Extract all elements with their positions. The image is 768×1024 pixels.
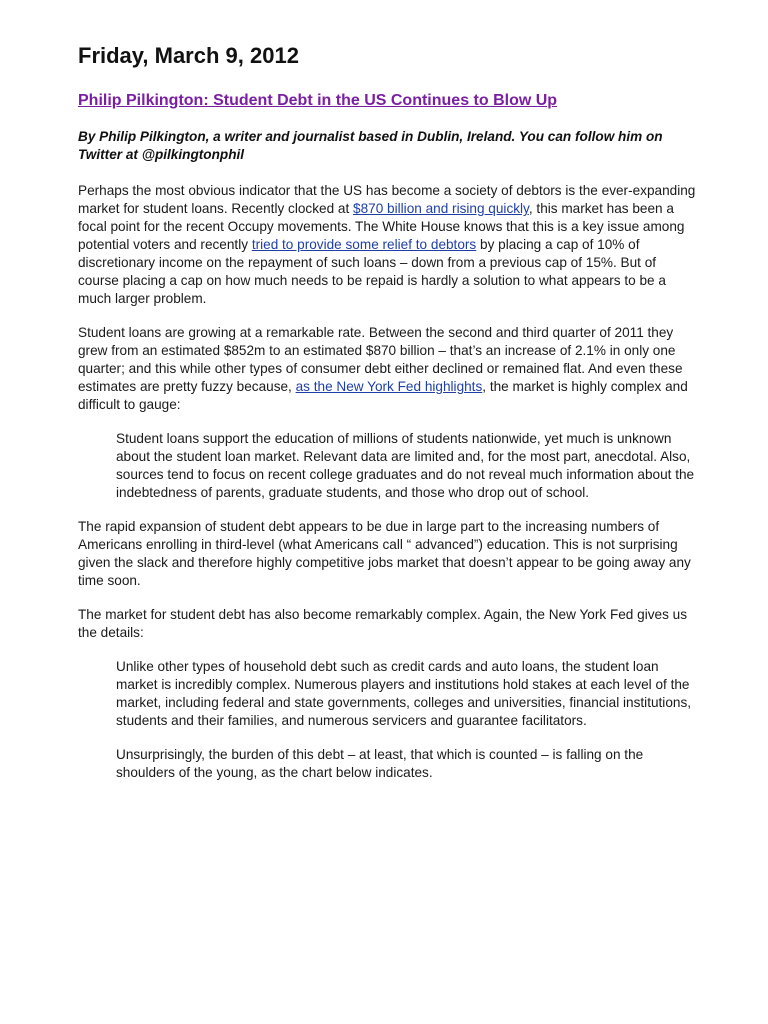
- blockquote-2-paragraph-2: Unsurprisingly, the burden of this debt – at least, that which is counted – is falling on the shoulders of the young, as the chart below indicates.: [116, 747, 644, 780]
- post-title: [78, 90, 696, 112]
- blockquote-2: [116, 658, 696, 782]
- paragraph-4: The market for student debt has also become remarkably complex. Again, the New York Fed gives us the details:: [78, 607, 688, 640]
- paragraph-2-text-b: , the market is highly complex and difficult to gauge:: [78, 379, 688, 412]
- paragraph-3: The rapid expansion of student debt appears to be due in large part to the increasing numbers of Americans enrolling in third-level (what Americans call “ advanced”) education. This is not surprising given the slack and therefore highly competitive jobs market that doesn’t appear to be going away any time soon.: [78, 519, 691, 588]
- blockquote-1-text: Student loans support the education of millions of students nationwide, yet much is unknown about the student loan market. Relevant data are limited and, for the most part, anecdotal. Also, sources tend to focus on recent college graduates and do not reveal much information about the indebtedness of parents, graduate students, and those who drop out of school.: [116, 431, 695, 500]
- post-byline: By Philip Pilkington, a writer and journalist based in Dublin, Ireland. You can follow him on Twitter at @pilkingtonphil: [78, 129, 663, 162]
- paragraph-2-text-a: Student loans are growing at a remarkable rate. Between the second and third quarter of 2011 they grew from an estimated $852m to an estimated $870 billion – that’s an increase of 2.1% in only one quarter; and this while other types of consumer debt either declined or remained flat. And even these estimates are pretty fuzzy because,: [78, 325, 683, 394]
- paragraph-1-text-a: Perhaps the most obvious indicator that the US has become a society of debtors is the ever-expanding market for student loans. Recently clocked at: [78, 183, 696, 216]
- blockquote-1: [116, 430, 696, 502]
- paragraph-2: [78, 324, 696, 414]
- post-title-link[interactable]: Philip Pilkington: Student Debt in the US Continues to Blow Up: [78, 92, 558, 109]
- link-870-billion[interactable]: $870 billion and rising quickly: [353, 201, 529, 216]
- blockquote-2-paragraph-1: Unlike other types of household debt such as credit cards and auto loans, the student loan market is incredibly complex. Numerous players and institutions hold stakes at each level of the market, including federal and state governments, colleges and universities, financial institutions, students and their families, and numerous servicers and guarantee facilitators.: [116, 659, 692, 728]
- paragraph-1-text-b: , this market has been a focal point for the recent Occupy movements. The White House knows that this is a key issue among potential voters and recently: [78, 201, 685, 252]
- paragraph-1-text-c: by placing a cap of 10% of discretionary income on the repayment of such loans – down from a previous cap of 15%. But of course placing a cap on how much needs to be repaid is hardly a solution to what appears to be a much larger problem.: [78, 237, 666, 306]
- blog-post: [78, 40, 696, 798]
- link-new-york-fed[interactable]: as the New York Fed highlights: [295, 379, 483, 394]
- paragraph-1: [78, 182, 696, 308]
- link-relief-to-debtors[interactable]: tried to provide some relief to debtors: [251, 237, 477, 252]
- post-date-header: Friday, March 9, 2012: [78, 43, 299, 68]
